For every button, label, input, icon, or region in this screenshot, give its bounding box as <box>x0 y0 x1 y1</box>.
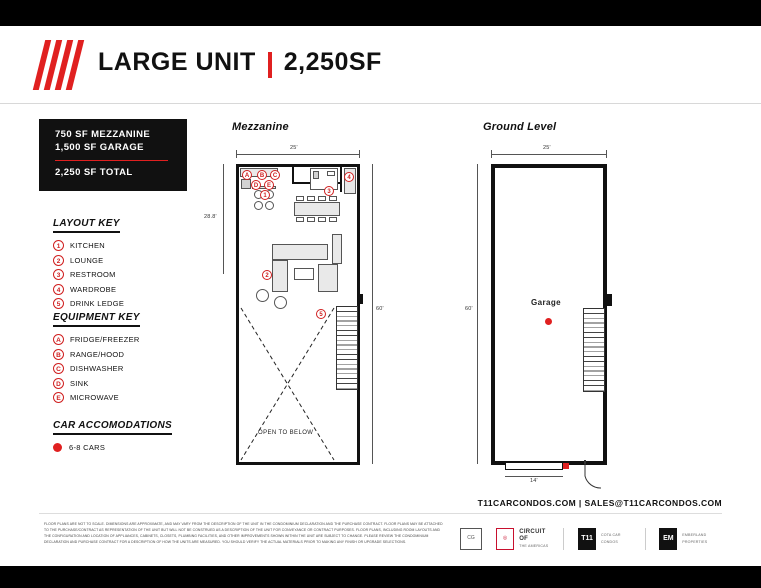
dining-table <box>294 202 340 216</box>
media-unit <box>318 264 338 292</box>
spec-box <box>39 119 187 191</box>
logo-divider-1 <box>563 528 564 550</box>
mezzanine-stair <box>336 306 358 390</box>
ground-dim-top-tick-right <box>606 150 607 158</box>
mezz-wall-interior-right <box>340 164 342 192</box>
bottom-band <box>0 566 761 588</box>
equipment-badge-d: D <box>53 378 64 389</box>
dining-chair-3 <box>318 196 326 201</box>
ground-dim-left-line <box>477 164 478 464</box>
page-title <box>98 48 382 77</box>
equipment-key-item <box>53 349 140 360</box>
mezz-dim-left-label: 28.8' <box>204 214 217 220</box>
t11-mark-icon: T11 <box>578 528 596 550</box>
car-accomodations-row <box>53 443 172 452</box>
layout-key-title: LAYOUT KEY <box>53 218 120 233</box>
mezz-dim-right-label: 60' <box>376 306 384 312</box>
footer-divider <box>39 513 722 514</box>
mezz-dim-top-line <box>236 154 360 155</box>
equipment-label-sink: SINK <box>70 378 89 388</box>
pin-layout-1: 1 <box>260 190 270 200</box>
equipment-key-item <box>53 392 140 403</box>
title-main: LARGE UNIT <box>98 48 256 76</box>
sofa-main <box>272 244 328 260</box>
red-stripes-icon <box>39 40 87 90</box>
logo-em <box>659 528 722 550</box>
ground-plan-title: Ground Level <box>483 121 557 133</box>
equipment-label-microwave: MICROWAVE <box>70 393 119 402</box>
logo-circuit-group <box>460 528 482 550</box>
ground-dim-bottom-label: 14' <box>530 478 538 484</box>
dining-chair-2 <box>307 196 315 201</box>
pin-layout-5: 5 <box>316 309 326 319</box>
mezz-dim-right-line <box>372 164 373 464</box>
dining-chair-7 <box>318 217 326 222</box>
logo-divider-2 <box>645 528 646 550</box>
pin-equipment-c: C <box>270 170 280 180</box>
pin-layout-3: 3 <box>324 186 334 196</box>
header <box>0 26 761 104</box>
garage-label: Garage <box>531 298 561 307</box>
car-accomodations <box>53 415 172 452</box>
ground-wall-top <box>491 164 607 168</box>
mezz-wall-interior-mid <box>292 164 294 184</box>
top-band <box>0 0 761 26</box>
car-accomodations-title: CAR ACCOMODATIONS <box>53 420 172 435</box>
layout-label-drink-ledge: DRINK LEDGE <box>70 299 125 308</box>
stool-4 <box>265 201 274 210</box>
coffee-table <box>294 268 314 280</box>
spec-total: 2,250 SF TOTAL <box>55 167 133 178</box>
em-logo-sub: EMBERLAND PROPERTIES <box>682 533 708 544</box>
layout-badge-5: 5 <box>53 298 64 309</box>
dining-chair-6 <box>307 217 315 222</box>
ground-dim-top-label: 25' <box>543 145 551 151</box>
garage-door-marker <box>563 463 569 469</box>
ground-stair <box>583 308 605 392</box>
restroom-sink <box>327 171 335 176</box>
ground-dim-top-tick-left <box>491 150 492 158</box>
pin-equipment-d: D <box>251 180 261 190</box>
equipment-label-dishwasher: DISHWASHER <box>70 364 124 373</box>
ground-dim-left-label: 60' <box>465 306 473 312</box>
cota-mark-icon: ◎ <box>496 528 514 550</box>
equipment-badge-c: C <box>53 363 64 374</box>
appliance-fridge <box>241 179 251 189</box>
layout-key-item <box>53 284 124 295</box>
spec-divider <box>55 160 168 161</box>
logo-cota <box>496 528 549 550</box>
garage-center-marker <box>545 318 552 325</box>
car-accomodations-value: 6-8 CARS <box>69 443 106 452</box>
header-divider <box>0 103 761 104</box>
mezzanine-plan-title: Mezzanine <box>232 121 289 133</box>
t11-logo-text <box>601 532 631 546</box>
mezz-stair-nib <box>357 294 363 304</box>
cota-logo-text <box>519 529 549 550</box>
layout-label-restroom: RESTROOM <box>70 270 116 279</box>
dining-chair-8 <box>329 217 337 222</box>
ground-wall-nib <box>605 294 612 306</box>
pin-equipment-e: E <box>264 180 274 190</box>
equipment-key-title: EQUIPMENT KEY <box>53 312 140 327</box>
mezz-wall-bottom <box>236 462 360 465</box>
layout-badge-4: 4 <box>53 284 64 295</box>
equipment-key-item <box>53 378 140 389</box>
logo-t11 <box>578 528 630 550</box>
ground-plan <box>465 145 612 484</box>
ground-dim-top-line <box>491 154 607 155</box>
equipment-key <box>53 307 140 407</box>
open-to-below-zone <box>239 306 336 462</box>
open-to-below-cross-icon <box>239 306 336 462</box>
equipment-label-range: RANGE/HOOD <box>70 349 125 359</box>
armchair-1 <box>256 289 269 302</box>
pin-equipment-b: B <box>257 170 267 180</box>
dining-chair-4 <box>329 196 337 201</box>
cota-logo-name: CIRCUIT OF <box>519 528 546 542</box>
garage-door <box>505 462 563 470</box>
em-logo-text <box>682 532 722 546</box>
pin-equipment-a: A <box>242 170 252 180</box>
entry-door-swing-icon <box>583 458 619 492</box>
mezzanine-plan <box>204 145 384 471</box>
mezz-dim-top-label: 25' <box>290 145 298 151</box>
circuit-group-mark-icon: CG <box>460 528 482 550</box>
equipment-badge-b: B <box>53 349 64 360</box>
equipment-key-item <box>53 363 140 374</box>
equipment-badge-a: A <box>53 334 64 345</box>
restroom-fixture <box>313 171 319 179</box>
spec-garage: 1,500 SF GARAGE <box>55 142 144 153</box>
equipment-key-item <box>53 334 140 345</box>
red-dot-icon <box>53 443 62 452</box>
layout-key-item <box>53 269 124 280</box>
contact-line[interactable]: T11CARCONDOS.COM | SALES@T11CARCONDOS.COM <box>477 498 722 508</box>
dining-chair-5 <box>296 217 304 222</box>
equipment-badge-e: E <box>53 392 64 403</box>
layout-key-item <box>53 255 124 266</box>
pin-layout-2: 2 <box>262 270 272 280</box>
open-to-below-label: OPEN TO BELOW <box>258 430 314 436</box>
pin-layout-4: 4 <box>344 172 354 182</box>
title-sub: 2,250SF <box>283 48 382 76</box>
ground-wall-left <box>491 164 495 465</box>
sofa-side <box>272 260 288 292</box>
layout-key-item <box>53 240 124 251</box>
mezz-dim-top-tick-right <box>359 150 360 158</box>
layout-label-lounge: LOUNGE <box>70 255 104 265</box>
mezz-dim-top-tick-left <box>236 150 237 158</box>
t11-logo-sub: COTA CAR CONDOS <box>600 533 621 544</box>
disclaimer-text: FLOOR PLANS ARE NOT TO SCALE. DIMENSIONS ARE APPROXIMATE, AND MAY VARY FROM THE DESCRIPTION OF THE UNIT IN THE CONDOMINIUM DECLARATION AND THE PURCHASE CONTRACT. FLOOR PLANS MAY BE ATTACHED TO THE PURCHASE/CONTRACT AS REPRESENTATION OF THE UNIT BUT WILL NOT BE CONSTRUED AS A DESCRIPTION OF THE UNIT FOR CONVEYANCE OR CONTRACT PURPOSES. FLOOR PLANS, INCLUDING ROOM LAYOUTS AND THE CONFIGURATION AND LOCATION OF APPLIANCES, CABINETS, CLOSETS, PLUMBING FACILITIES, AND OTHER IMPROVEMENTS SHOWN WITHIN THE UNIT ARE SUBJECT TO CHANGE. PLEASE REVIEW THE CONDOMINIUM DECLARATION AND PURCHASE CONTRACT FOR A DESCRIPTION OF HOW THE UNITS ARE MEASURED. YOU SHOULD VERIFY THE ACTUAL MATERIALS PRIOR TO MAKING ANY FINISH OR UPGRADE SELECTIONS. <box>44 522 443 544</box>
layout-label-wardrobe: WARDROBE <box>70 284 117 294</box>
mezz-dim-left-line <box>223 164 224 274</box>
layout-badge-3: 3 <box>53 269 64 280</box>
logo-row <box>460 521 722 557</box>
layout-label-kitchen: KITCHEN <box>70 241 106 250</box>
ground-dim-bottom-line <box>505 476 563 477</box>
spec-mezzanine: 750 SF MEZZANINE <box>55 129 151 140</box>
layout-badge-2: 2 <box>53 255 64 266</box>
layout-key <box>53 213 124 313</box>
layout-badge-1: 1 <box>53 240 64 251</box>
title-separator <box>268 52 272 78</box>
cota-logo-sub: THE AMERICAS <box>519 543 549 548</box>
em-mark-icon: EM <box>659 528 677 550</box>
dining-chair-1 <box>296 196 304 201</box>
stool-3 <box>254 201 263 210</box>
equipment-label-fridge: FRIDGE/FREEZER <box>70 335 140 344</box>
drink-ledge <box>332 234 342 264</box>
